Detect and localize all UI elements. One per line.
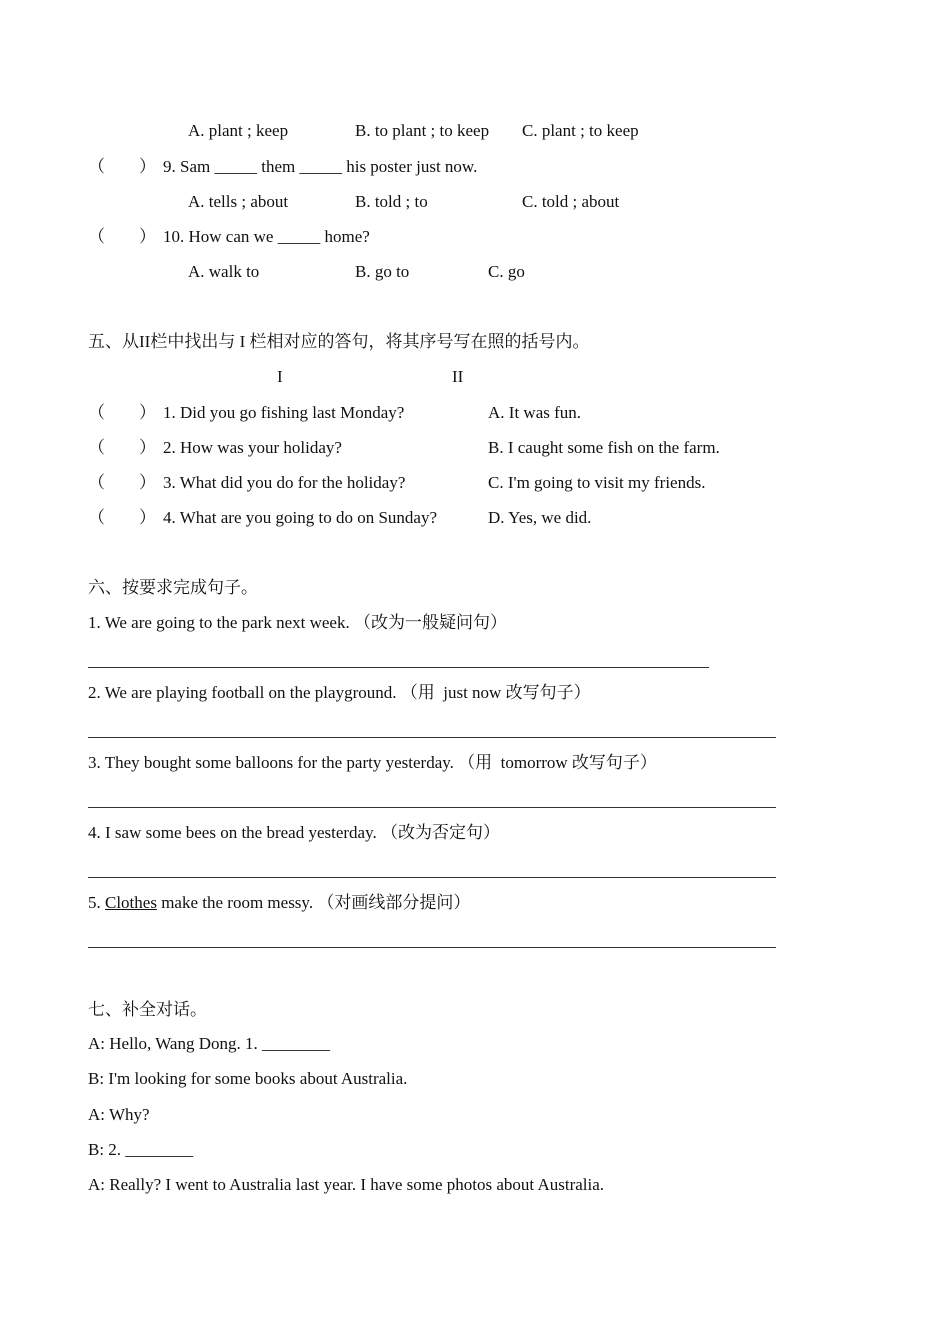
match-bracket: （ ） bbox=[88, 403, 156, 422]
dialogue-line: B: I'm looking for some books about Australia. bbox=[88, 1069, 408, 1088]
rewrite-item bbox=[88, 892, 470, 914]
q10-bracket: （ ） bbox=[88, 227, 156, 246]
section5-title: 五、从II栏中找出与 I 栏相对应的答句，将其序号写在照的括号内。 bbox=[88, 332, 590, 351]
q10-question: 10. How can we _____ home? bbox=[163, 227, 370, 246]
item-number: 5. bbox=[88, 893, 105, 912]
q10-option-c: C. go bbox=[488, 262, 525, 281]
q9-option-c: C. told ; about bbox=[522, 192, 620, 211]
rewrite-item: 4. I saw some bees on the bread yesterday. （改为否定句） bbox=[88, 823, 500, 842]
q8-option-c: C. plant ; to keep bbox=[522, 121, 639, 140]
q10-option-b: B. go to bbox=[355, 262, 410, 281]
match-bracket: （ ） bbox=[88, 438, 156, 457]
answer-line[interactable] bbox=[88, 947, 776, 948]
q8-option-b: B. to plant ; to keep bbox=[355, 121, 490, 140]
q9-option-b: B. told ; to bbox=[355, 192, 428, 211]
match-answer: B. I caught some fish on the farm. bbox=[488, 438, 720, 457]
match-question: 3. What did you do for the holiday? bbox=[163, 473, 406, 492]
q9-question: 9. Sam _____ them _____ his poster just now. bbox=[163, 157, 478, 176]
rewrite-item: 1. We are going to the park next week. （改为一般疑问句） bbox=[88, 613, 507, 632]
answer-line[interactable] bbox=[88, 737, 776, 738]
column-ii-header: II bbox=[452, 367, 464, 386]
match-bracket: （ ） bbox=[88, 473, 156, 492]
answer-line[interactable] bbox=[88, 807, 776, 808]
match-answer: D. Yes, we did. bbox=[488, 508, 592, 527]
match-question: 4. What are you going to do on Sunday? bbox=[163, 508, 438, 527]
section6-title: 六、按要求完成句子。 bbox=[88, 578, 258, 597]
q9-option-a: A. tells ; about bbox=[188, 192, 289, 211]
match-question: 1. Did you go fishing last Monday? bbox=[163, 403, 405, 422]
dialogue-line: A: Why? bbox=[88, 1105, 150, 1124]
q10-option-a: A. walk to bbox=[188, 262, 260, 281]
q8-option-a: A. plant ; keep bbox=[188, 121, 289, 140]
dialogue-line: A: Hello, Wang Dong. 1. ________ bbox=[88, 1034, 330, 1053]
match-question: 2. How was your holiday? bbox=[163, 438, 342, 457]
rewrite-item: 3. They bought some balloons for the party yesterday. （用 tomorrow 改写句子） bbox=[88, 753, 657, 772]
match-answer: A. It was fun. bbox=[488, 403, 582, 422]
q9-bracket: （ ） bbox=[88, 157, 156, 176]
match-answer: C. I'm going to visit my friends. bbox=[488, 473, 706, 492]
rewrite-item: 2. We are playing football on the playground. （用 just now 改写句子） bbox=[88, 683, 591, 702]
answer-line[interactable] bbox=[88, 667, 709, 668]
item-rest: make the room messy. （对画线部分提问） bbox=[156, 893, 471, 912]
answer-line[interactable] bbox=[88, 877, 776, 878]
dialogue-line: A: Really? I went to Australia last year. I have some photos about Australia. bbox=[88, 1175, 605, 1194]
match-bracket: （ ） bbox=[88, 508, 156, 527]
column-i-header: I bbox=[277, 367, 283, 386]
dialogue-line: B: 2. ________ bbox=[88, 1140, 194, 1159]
underlined-word: Clothes bbox=[105, 893, 157, 912]
section7-title: 七、补全对话。 bbox=[88, 1000, 207, 1019]
